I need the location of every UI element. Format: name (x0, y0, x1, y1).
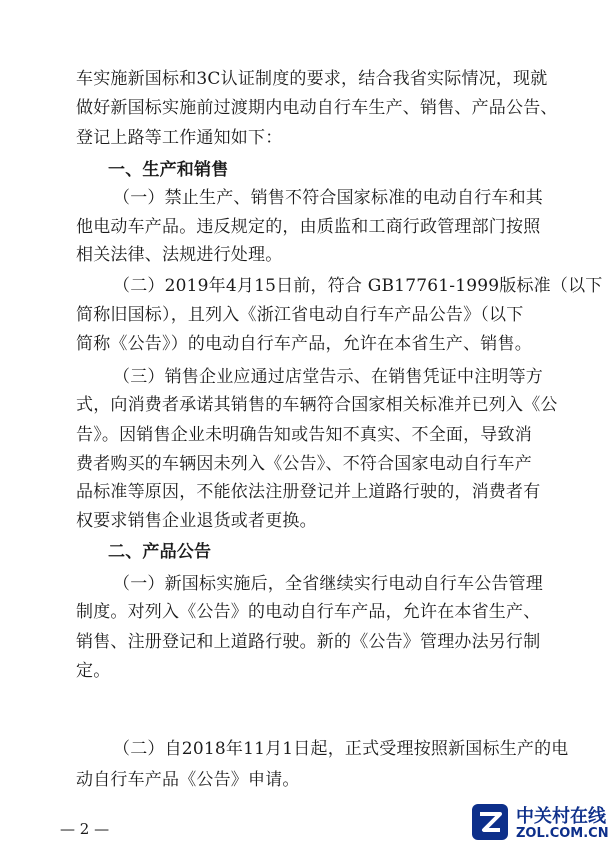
body-line: 式，向消费者承诺其销售的车辆符合国家相关标准并已列入《公 (76, 395, 558, 415)
body-line: 相关法律、法规进行处理。 (76, 245, 283, 265)
body-line: 费者购买的车辆因未列入《公告》、不符合国家电动自行车产 (76, 454, 532, 474)
body-line: 销售、注册登记和上道路行驶。新的《公告》管理办法另行制 (76, 632, 541, 652)
body-line: 品标准等原因，不能依法注册登记并上道路行驶的，消费者有 (76, 482, 541, 502)
watermark-name-cn: 中关村在线 (516, 806, 606, 827)
zol-logo-icon (470, 802, 510, 842)
body-line: 制度。对列入《公告》的电动自行车产品，允许在本省生产、 (76, 602, 541, 622)
body-line: 登记上路等工作通知如下： (76, 128, 283, 148)
body-line: （一）禁止生产、销售不符合国家标准的电动自行车和其 (113, 188, 543, 208)
body-line: 简称旧国标），且列入《浙江省电动自行车产品公告》（以下 (76, 305, 524, 325)
body-line: 告》。因销售企业未明确告知或告知不真实、不全面，导致消 (76, 425, 532, 445)
page-number: — 2 — (60, 820, 110, 838)
watermark-name-en: ZOL.COM.CN (516, 826, 609, 841)
section-heading: 二、产品公告 (108, 542, 212, 562)
body-line: （二）自2018年11月1日起，正式受理按照新国标生产的电 (113, 739, 569, 759)
body-line: 权要求销售企业退货或者更换。 (76, 511, 317, 531)
section-heading: 一、生产和销售 (108, 160, 229, 180)
body-line: 动自行车产品《公告》申请。 (76, 770, 300, 790)
body-line: （一）新国标实施后，全省继续实行电动自行车公告管理 (113, 574, 543, 594)
watermark-logo (470, 800, 610, 844)
body-line: 定。 (76, 661, 111, 681)
body-line: （三）销售企业应通过店堂告示、在销售凭证中注明等方 (113, 367, 543, 387)
body-line: 车实施新国标和3C认证制度的要求，结合我省实际情况，现就 (76, 69, 548, 89)
body-line: 简称《公告》）的电动自行车产品，允许在本省生产、销售。 (76, 334, 532, 354)
body-line: 做好新国标实施前过渡期内电动自行车生产、销售、产品公告、 (76, 98, 558, 118)
body-line: （二）2019年4月15日前，符合 GB17761-1999版标准（以下 (113, 276, 603, 296)
body-line: 他电动车产品。违反规定的，由质监和工商行政管理部门按照 (76, 217, 541, 237)
